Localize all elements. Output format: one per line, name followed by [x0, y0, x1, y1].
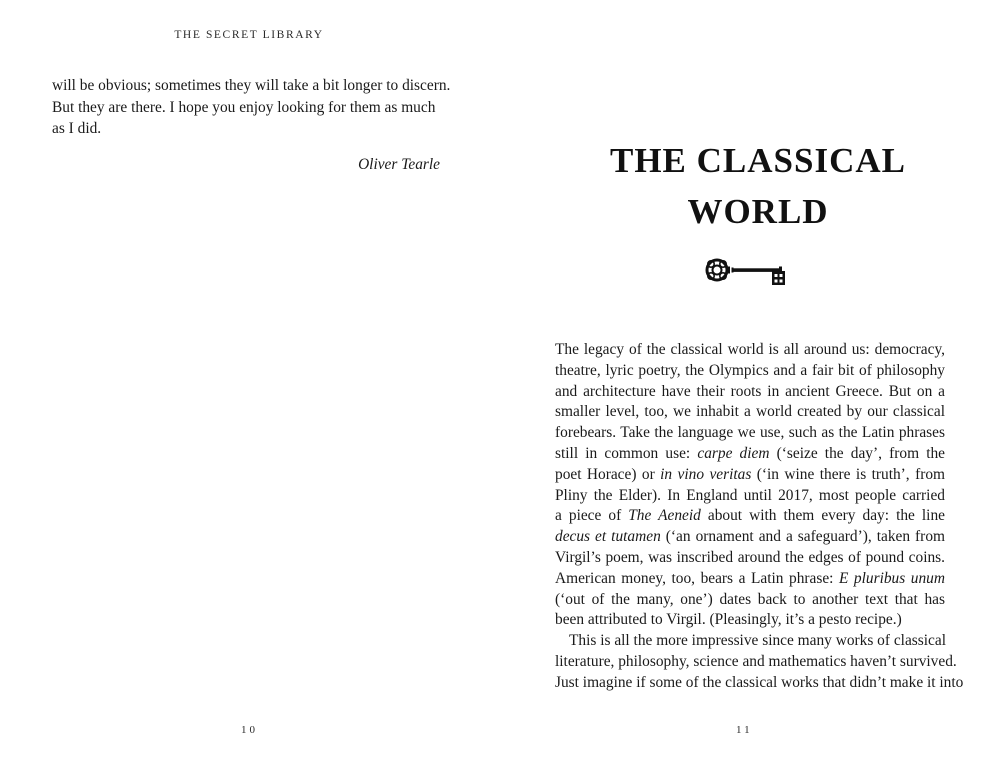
- text-line: forebears. Take the language we use, such as the Latin phrases: [555, 424, 945, 442]
- text-line: as I did.: [52, 120, 102, 138]
- text-line: Virgil’s poem, was inscribed around the edges of pound coins.: [555, 548, 945, 566]
- page-number: 10: [241, 724, 258, 736]
- running-head: THE SECRET LIBRARY: [174, 29, 324, 41]
- text-line: a piece of The Aeneid about with them every day: the line: [555, 507, 945, 525]
- page-number: 11: [736, 724, 753, 736]
- latin-phrase: in vino veritas: [660, 465, 752, 483]
- book-title: The Aeneid: [628, 507, 701, 525]
- chapter-body-text: [555, 340, 964, 694]
- latin-phrase: carpe diem: [697, 444, 770, 462]
- latin-phrase: E pluribus unum: [838, 569, 945, 587]
- text-line: literature, philosophy, science and mathematics haven’t survived.: [555, 652, 957, 670]
- text-line: The legacy of the classical world is all around us: democracy,: [555, 341, 945, 358]
- right-page: [498, 0, 996, 763]
- text-line: American money, too, bears a Latin phrase: E pluribus unum: [555, 569, 945, 587]
- skeleton-key-icon: [702, 252, 797, 292]
- text-line: been attributed to Virgil. (Pleasingly, it’s a pesto recipe.): [555, 611, 902, 629]
- text-line: Just imagine if some of the classical works that didn’t make it into: [555, 673, 964, 691]
- text-line: Pliny the Elder). In England until 2017, most people carried: [555, 486, 945, 504]
- author-signature: Oliver Tearle: [358, 156, 440, 173]
- text-line: will be obvious; sometimes they will take a bit longer to discern.: [52, 77, 451, 94]
- left-body-text: [52, 75, 451, 140]
- text-line: poet Horace) or in vino veritas (‘in wine there is truth’, from: [555, 465, 945, 483]
- text-line: theatre, lyric poetry, the Olympics and a fair bit of philosophy: [555, 361, 945, 379]
- text-line: smaller level, too, we inhabit a world created by our classical: [555, 403, 945, 421]
- text-line: (‘out of the many, one’) dates back to another text that has: [555, 590, 945, 608]
- text-line: This is all the more impressive since many works of classical: [569, 632, 946, 650]
- chapter-title-line: WORLD: [687, 192, 829, 231]
- chapter-title-line: THE CLASSICAL: [609, 141, 906, 180]
- chapter-title: [558, 135, 958, 237]
- text-line: and architecture have their roots in ancient Greece. But on a: [555, 382, 945, 400]
- text-line: still in common use: carpe diem (‘seize the day’, from the: [555, 444, 946, 462]
- latin-phrase: decus et tutamen: [555, 528, 661, 546]
- text-line: But they are there. I hope you enjoy looking for them as much: [52, 98, 436, 116]
- text-line: decus et tutamen (‘an ornament and a safeguard’), taken from: [555, 528, 945, 546]
